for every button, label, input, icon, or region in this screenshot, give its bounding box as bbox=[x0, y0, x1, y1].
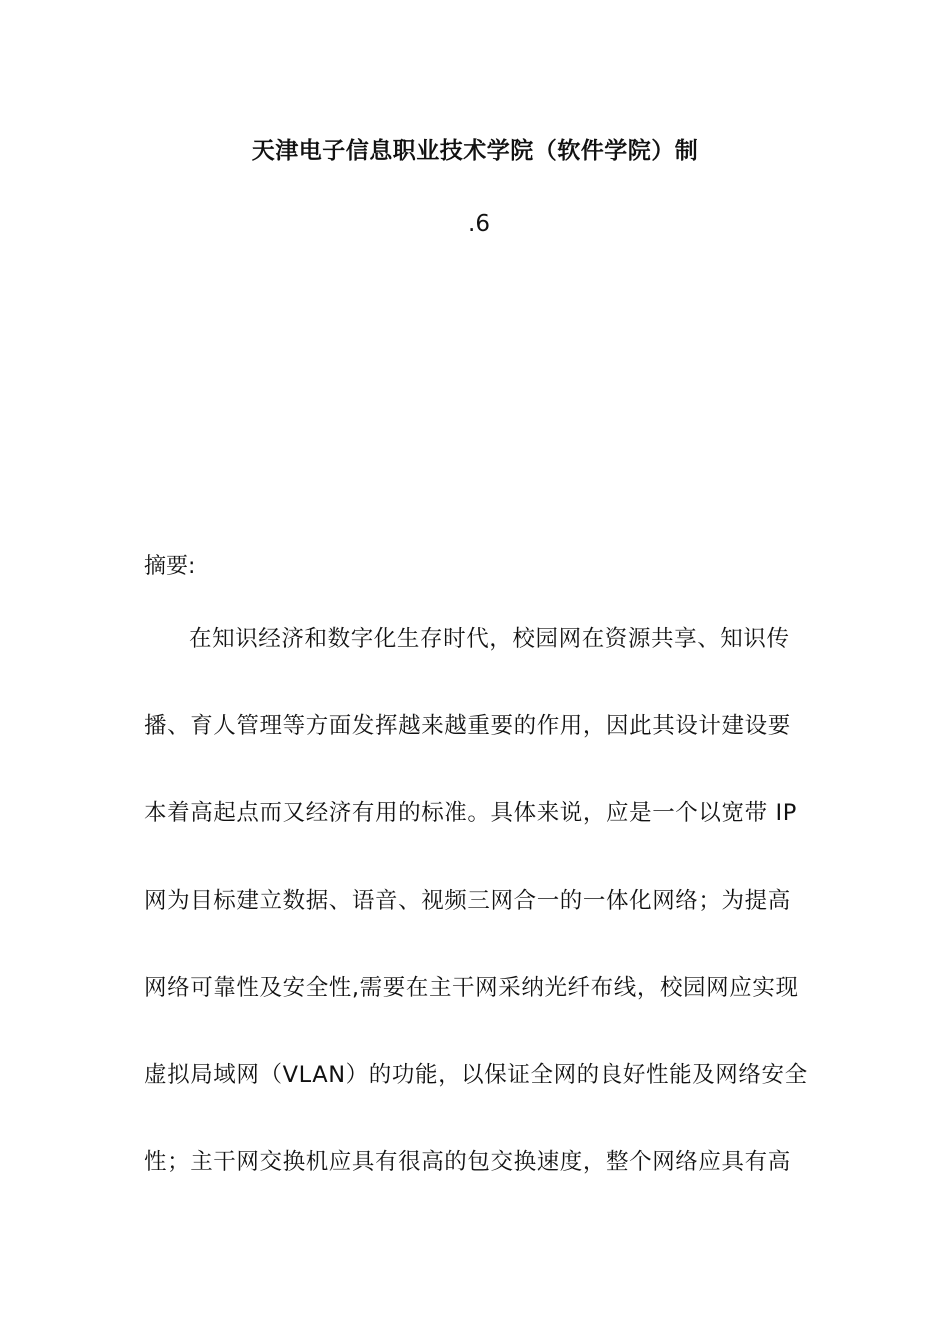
abstract-line: 网为目标建立数据、语音、视频三网合一的一体化网络；为提高 bbox=[144, 887, 791, 914]
document-date: .6 bbox=[468, 211, 490, 237]
abstract-line: 网络可靠性及安全性,需要在主干网采纳光纤布线，校园网应实现 bbox=[144, 974, 799, 1001]
abstract-line: 播、育人管理等方面发挥越来越重要的作用，因此其设计建设要 bbox=[144, 713, 791, 740]
abstract-heading: 摘要: bbox=[144, 554, 196, 579]
abstract-line: 在知识经济和数字化生存时代，校园网在资源共享、知识传 bbox=[189, 626, 790, 652]
abstract-line: 本着高起点而又经济有用的标准。具体来说，应是一个以宽带 IP bbox=[144, 800, 797, 827]
document-title: 天津电子信息职业技术学院（软件学院）制 bbox=[251, 138, 699, 164]
abstract-line: 虚拟局域网（VLAN）的功能，以保证全网的良好性能及网络安全 bbox=[144, 1061, 808, 1088]
abstract-line: 性；主干网交换机应具有很高的包交换速度，整个网络应具有高 bbox=[144, 1149, 791, 1176]
abstract-body bbox=[144, 622, 808, 1232]
